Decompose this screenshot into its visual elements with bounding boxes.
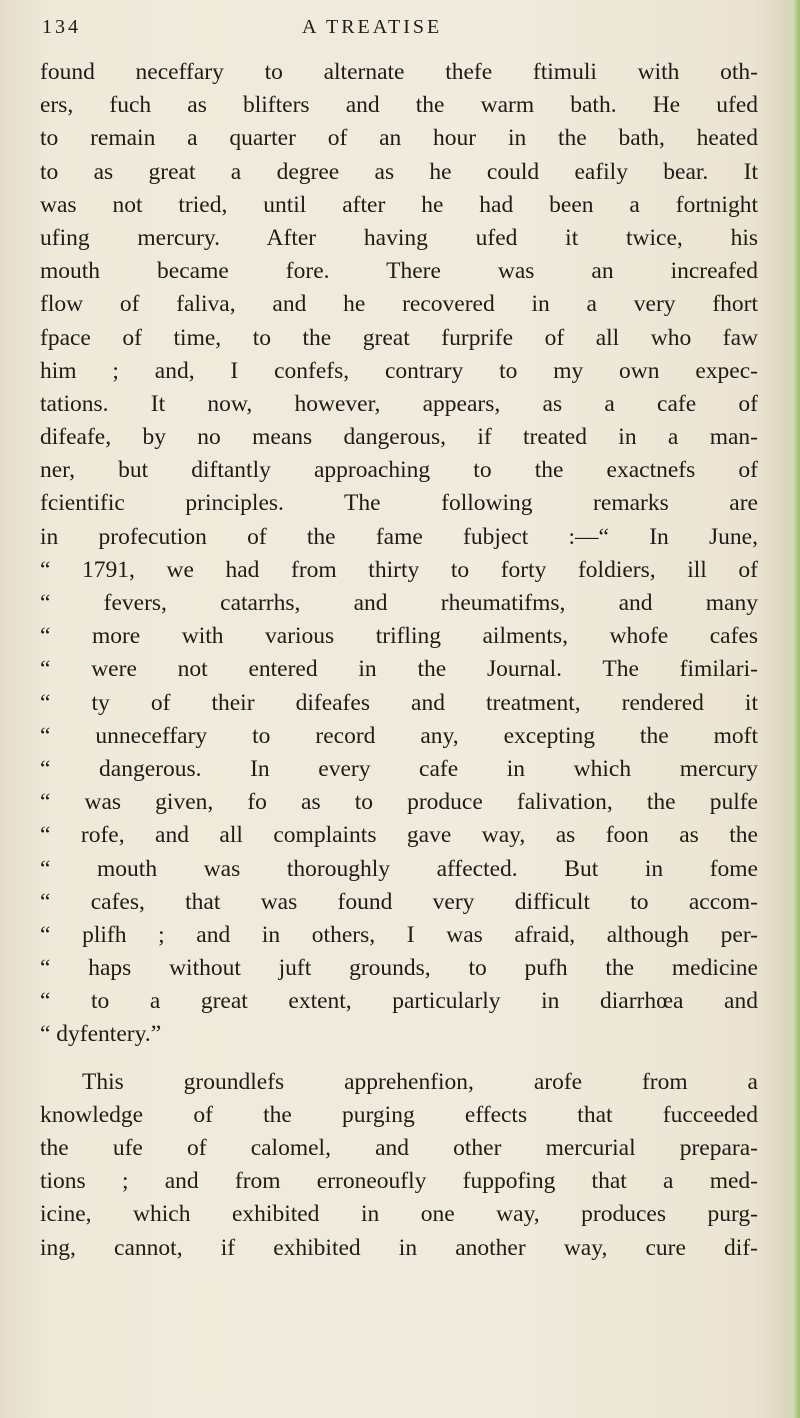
text-line: “ haps without juft grounds, to pufh the medicine: [40, 955, 758, 982]
text-line: “ to a great extent, particularly in diarrhœa and: [40, 988, 758, 1015]
text-line: was not tried, until after he had been a fortnight: [40, 191, 758, 218]
text-line: tations. It now, however, appears, as a cafe of: [40, 390, 758, 417]
text-line: “ ty of their difeafes and treatment, rendered it: [40, 689, 758, 716]
text-line: knowledge of the purging effects that fucceeded: [40, 1101, 758, 1128]
text-line: “ mouth was thoroughly affected. But in fome: [40, 855, 758, 882]
text-line: “ cafes, that was found very difficult to accom-: [40, 888, 758, 915]
text-line: “ unneceffary to record any, excepting the moft: [40, 722, 758, 749]
text-line: tions ; and from erroneoufly fuppofing that a med-: [40, 1168, 758, 1195]
text-line: him ; and, I confefs, contrary to my own expec-: [40, 357, 758, 384]
text-line: difeafe, by no means dangerous, if treated in a man-: [40, 424, 758, 451]
text-line: fcientific principles. The following remarks are: [40, 490, 758, 517]
text-line: fpace of time, to the great furprife of all who faw: [40, 324, 758, 351]
body-text: [40, 56, 758, 1265]
text-line: ers, fuch as blifters and the warm bath. He ufed: [40, 92, 758, 119]
text-line: “ more with various trifling ailments, whofe cafes: [40, 623, 758, 650]
text-line: icine, which exhibited in one way, produces purg-: [40, 1201, 758, 1228]
paragraph-1: [40, 56, 758, 1052]
text-line: ing, cannot, if exhibited in another way, cure dif-: [40, 1234, 758, 1261]
text-line: in profecution of the fame fubject :—“ In June,: [40, 523, 758, 550]
text-line: “ fevers, catarrhs, and rheumatifms, and many: [40, 590, 758, 616]
text-line: flow of faliva, and he recovered in a very fhort: [40, 291, 758, 318]
text-line: “ were not entered in the Journal. The fimilari-: [40, 656, 758, 683]
text-line: “ rofe, and all complaints gave way, as foon as the: [40, 822, 758, 849]
text-line: “ was given, fo as to produce falivation, the pulfe: [40, 789, 758, 816]
page-edge: [786, 0, 800, 1418]
text-line: “ dyfentery.”: [40, 1021, 162, 1048]
text-line: mouth became fore. There was an increafed: [40, 258, 758, 285]
text-line: ufing mercury. After having ufed it twice, his: [40, 224, 758, 251]
text-line: “ plifh ; and in others, I was afraid, although per-: [40, 921, 758, 948]
text-line: found neceffary to alternate thefe ftimuli with oth-: [40, 59, 758, 85]
text-line: This groundlefs apprehenfion, arofe from a: [82, 1068, 758, 1095]
text-line: to as great a degree as he could eafily bear. It: [40, 158, 758, 185]
text-line: “ dangerous. In every cafe in which mercury: [40, 755, 758, 782]
running-title: A TREATISE: [302, 16, 443, 38]
paragraph-2: [40, 1066, 758, 1265]
text-line: the ufe of calomel, and other mercurial prepara-: [40, 1135, 758, 1161]
paragraph-gap: [40, 1052, 758, 1066]
text-line: “ 1791, we had from thirty to forty foldiers, ill of: [40, 556, 758, 583]
text-line: ner, but diftantly approaching to the exactnefs of: [40, 457, 758, 484]
text-line: to remain a quarter of an hour in the bath, heated: [40, 125, 758, 152]
page-number: 134: [42, 16, 81, 38]
